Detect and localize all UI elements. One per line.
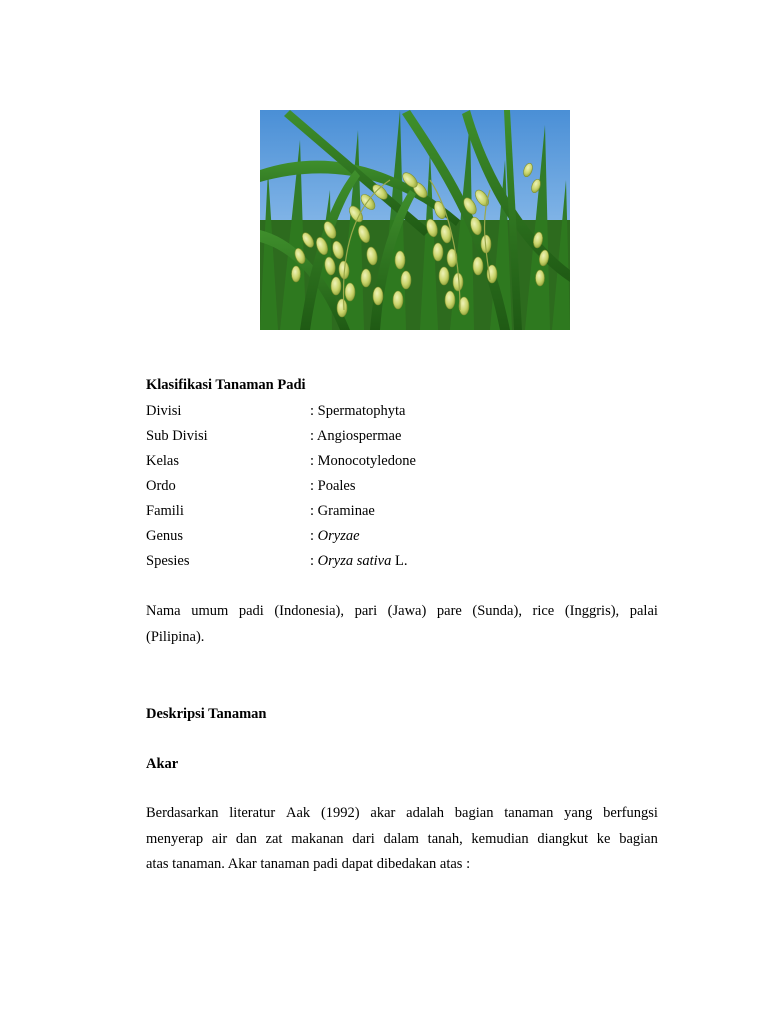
word: Nama xyxy=(146,603,181,619)
word: air xyxy=(211,830,228,847)
paragraph-line xyxy=(146,801,658,827)
classification-value: : Angiospermae xyxy=(310,428,402,444)
word: diangkut xyxy=(537,830,589,847)
classification-row-ordo xyxy=(146,474,658,499)
paragraph-line xyxy=(146,827,658,853)
description-title: Deskripsi Tanaman xyxy=(146,706,267,722)
word: padi xyxy=(238,603,264,619)
word: pari xyxy=(354,603,378,619)
classification-label: Spesies xyxy=(146,553,190,569)
paragraph-line xyxy=(146,599,658,625)
word: dalam xyxy=(383,830,419,847)
word: pare xyxy=(436,603,462,619)
rice-plant-photo xyxy=(260,110,570,330)
classification-title: Klasifikasi Tanaman Padi xyxy=(146,377,306,393)
classification-value: : Poales xyxy=(310,478,356,494)
value-suffix: L. xyxy=(391,553,408,569)
value-prefix: : xyxy=(310,553,318,569)
word: dan xyxy=(235,830,257,847)
classification-label: Famili xyxy=(146,503,184,519)
value-prefix: : xyxy=(310,528,318,544)
word: menyerap xyxy=(146,830,204,847)
classification-row-sub-divisi xyxy=(146,424,658,449)
word: bagian xyxy=(454,805,494,821)
value-italic: Oryzae xyxy=(317,528,360,544)
word: bagian xyxy=(619,830,658,847)
word: berfungsi xyxy=(603,805,658,821)
word: adalah xyxy=(406,805,444,821)
classification-row-spesies xyxy=(146,549,658,574)
classification-row-genus xyxy=(146,524,658,549)
word: (Inggris), xyxy=(564,603,620,619)
root-subtitle: Akar xyxy=(146,756,179,772)
classification-label: Ordo xyxy=(146,478,176,494)
word: kemudian xyxy=(471,830,529,847)
word: (Sunda), xyxy=(472,603,522,619)
classification-label: Divisi xyxy=(146,403,182,419)
word: dari xyxy=(352,830,375,847)
classification-label: Sub Divisi xyxy=(146,428,208,444)
word: yang xyxy=(564,805,593,821)
common-names-paragraph xyxy=(146,599,658,650)
word: rice xyxy=(532,603,555,619)
classification-row-divisi xyxy=(146,399,658,424)
classification-value xyxy=(310,524,360,549)
classification-value: : Spermatophyta xyxy=(310,403,406,419)
paragraph-line: (Pilipina). xyxy=(146,628,205,645)
word: tanah, xyxy=(427,830,463,847)
word: ke xyxy=(596,830,611,847)
word: palai xyxy=(629,603,658,619)
classification-value xyxy=(310,549,407,574)
word: akar xyxy=(370,805,396,821)
classification-value: : Graminae xyxy=(310,503,375,519)
word: (1992) xyxy=(320,805,360,821)
word: literatur xyxy=(229,805,276,821)
word: zat xyxy=(265,830,283,847)
value-italic: Oryza sativa xyxy=(317,553,392,569)
word: Berdasarkan xyxy=(146,805,219,821)
classification-row-kelas xyxy=(146,449,658,474)
paragraph-line: atas tanaman. Akar tanaman padi dapat dibedakan atas : xyxy=(146,856,471,872)
classification-label: Kelas xyxy=(146,453,180,469)
classification-row-famili xyxy=(146,499,658,524)
word: (Indonesia), xyxy=(274,603,344,619)
word: Aak xyxy=(285,805,311,821)
word: (Jawa) xyxy=(387,603,427,619)
classification-value: : Monocotyledone xyxy=(310,453,416,469)
word: makanan xyxy=(291,830,344,847)
classification-label: Genus xyxy=(146,528,184,544)
root-description-paragraph xyxy=(146,801,658,878)
word: tanaman xyxy=(504,805,554,821)
word: umum xyxy=(191,603,229,619)
